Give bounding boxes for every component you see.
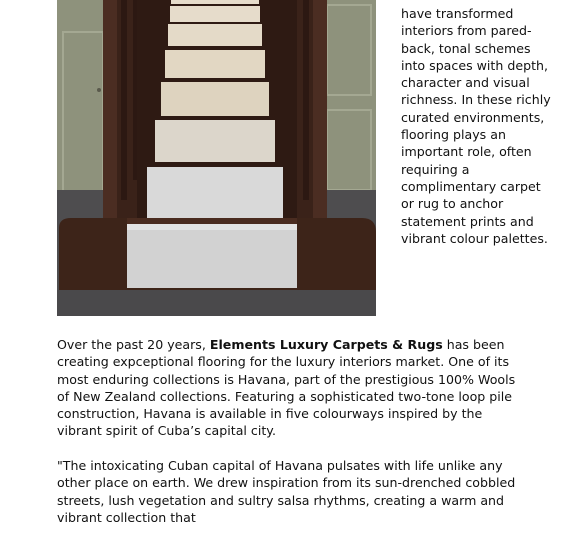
staircase-runner-photo: [57, 0, 376, 316]
intro-text-before: Over the past 20 years,: [57, 337, 210, 352]
side-column-text: [401, 5, 551, 247]
side-column-paragraph: have transformed interiors from pared-back, tonal schemes into spaces with depth, character and visual richness. In these richly curated environments, flooring plays an important role, often requiring a complimentary carpet or rug to anchor statement prints and vibrant colour palettes.: [401, 6, 551, 246]
staircase-illustration: [57, 0, 376, 316]
article-body: [57, 336, 527, 544]
quote-paragraph: "The intoxicating Cuban capital of Havana pulsates with life unlike any other place on earth. We drew inspiration from its sun-drenched cobbled streets, lush vegetation and sultry salsa rhythms, creating a warm and vibrant collection that: [57, 458, 516, 525]
brand-name: Elements Luxury Carpets & Rugs: [209, 337, 443, 352]
intro-paragraph: [57, 336, 527, 440]
intro-text-after: has been creating expceptional flooring for the luxury interiors market. One of its most enduring collections is Havana, part of the prestigious 100% Wools of New Zealand collections. Featuring a sophisticated two-tone loop pile construction, Havana is available in five colourways inspired by the vibrant spirit of Cuba’s capital city.: [57, 337, 516, 439]
